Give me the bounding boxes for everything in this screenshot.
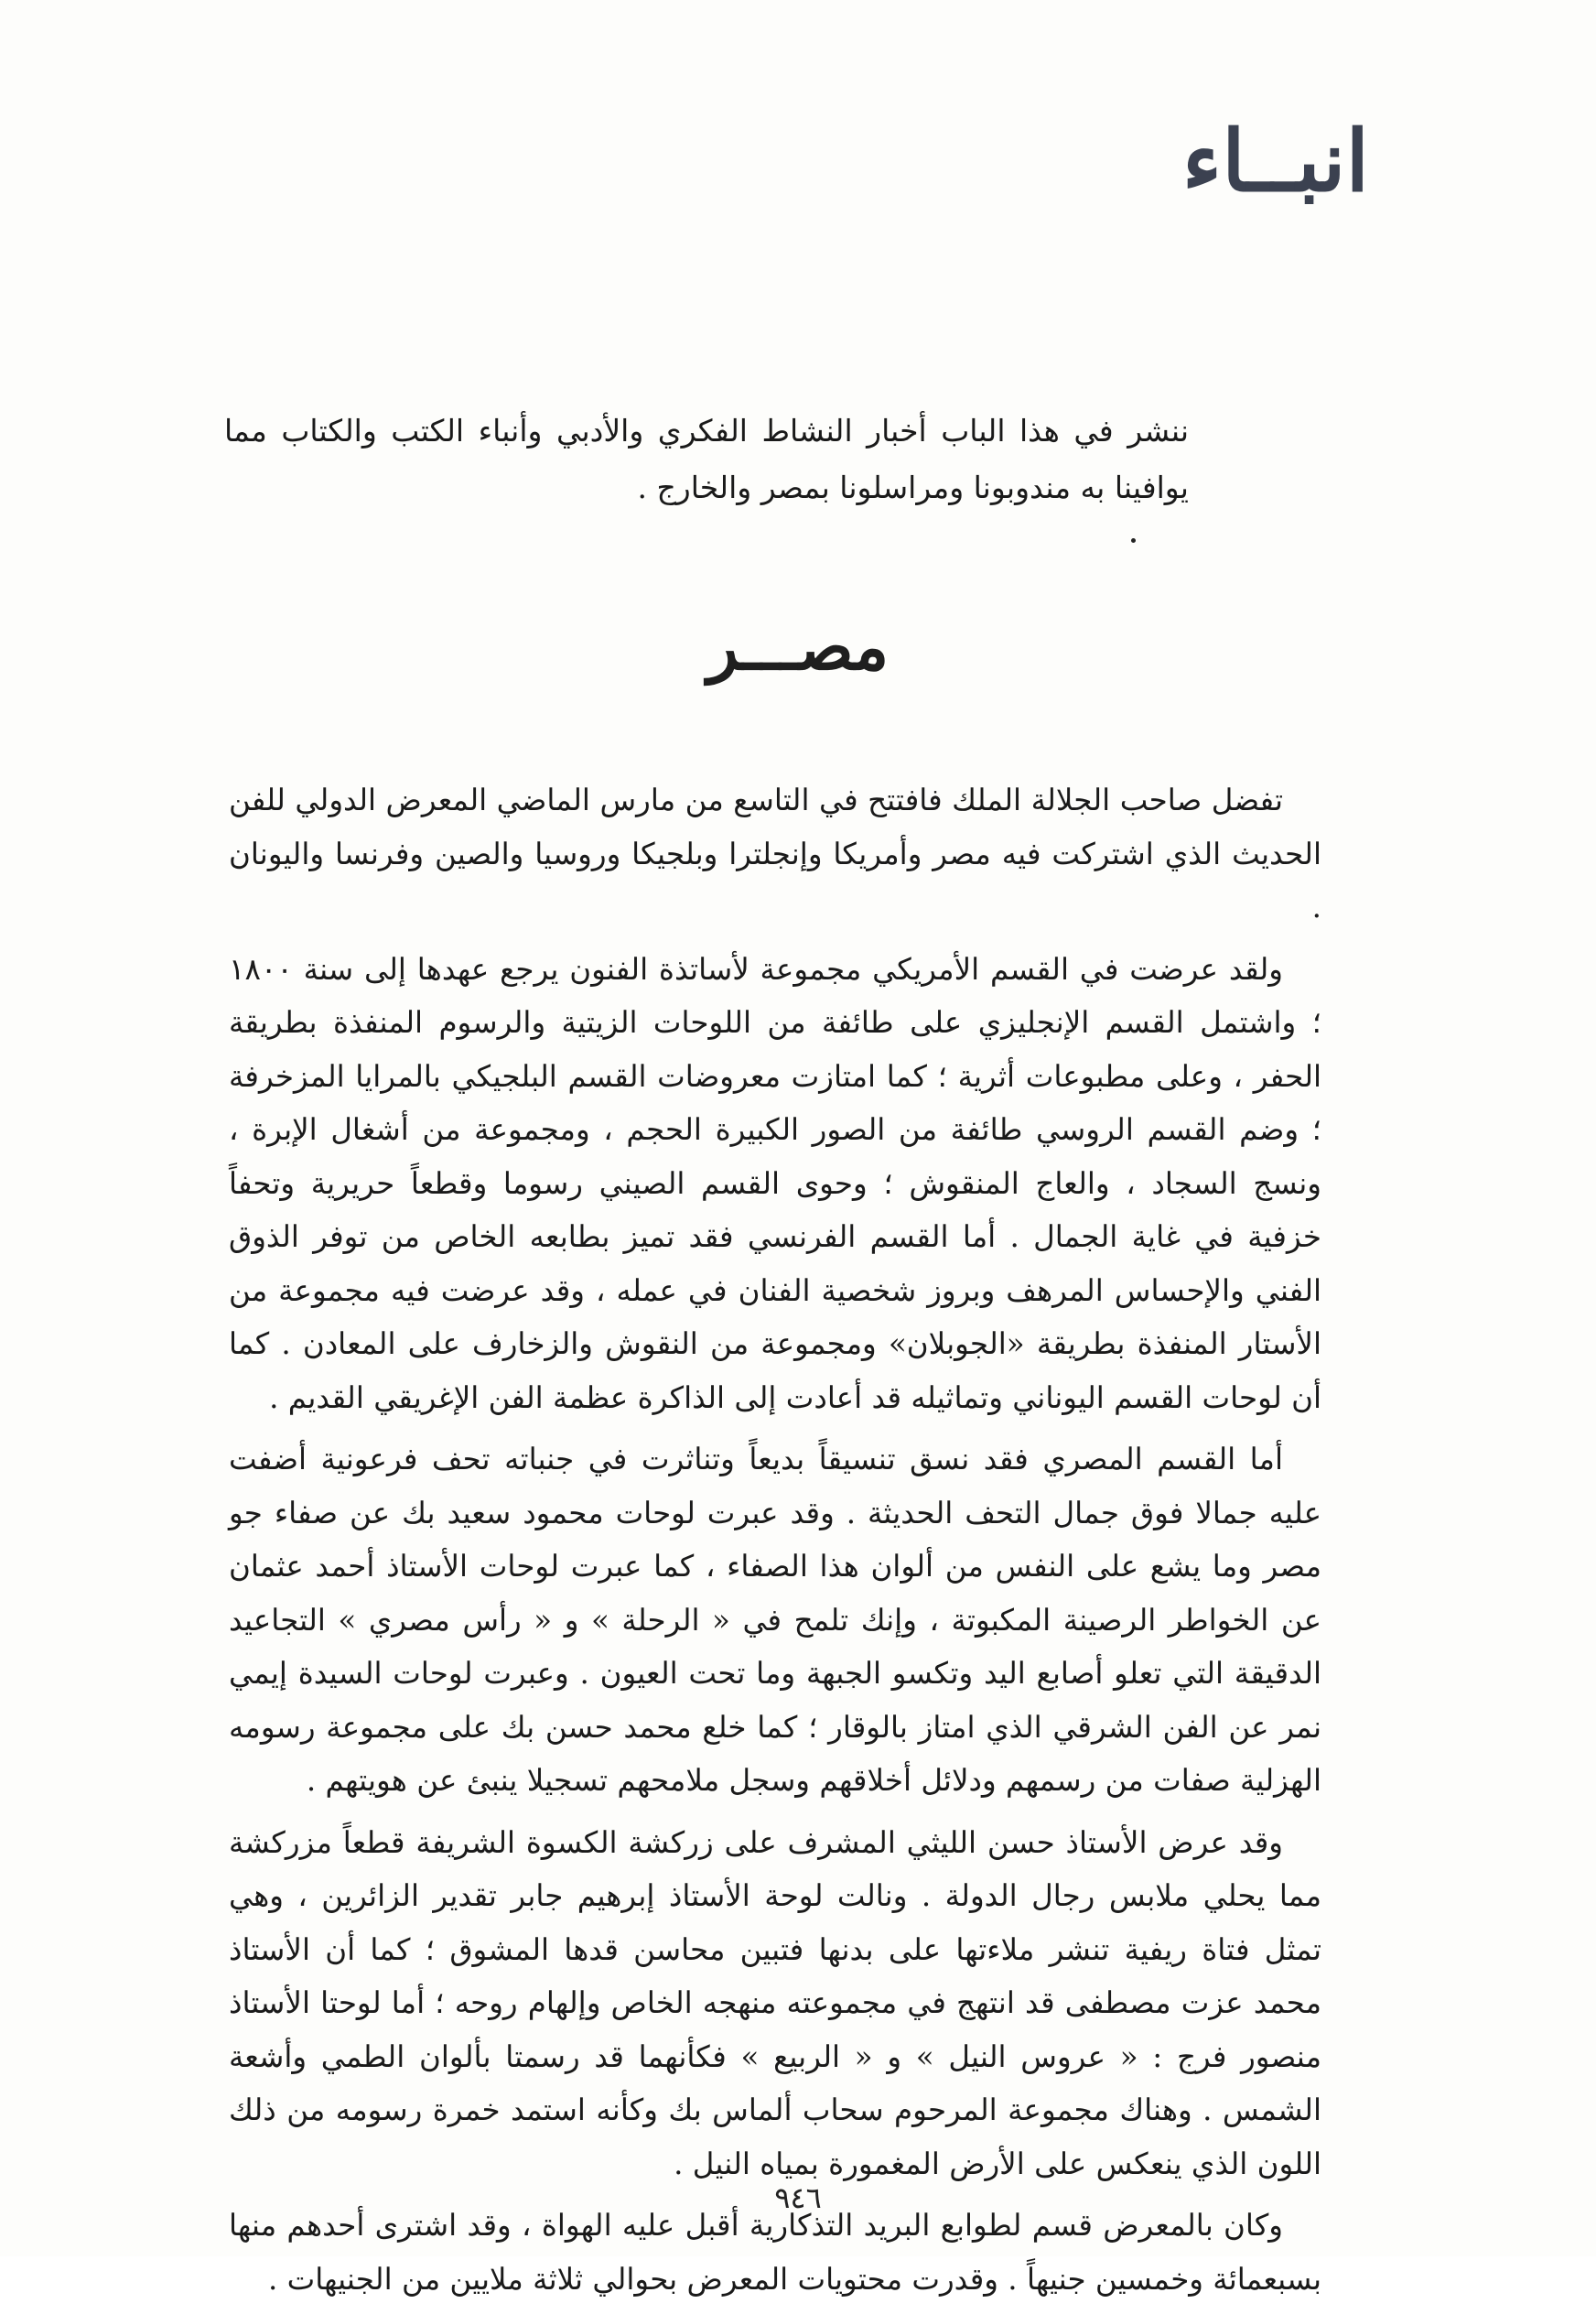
paragraph: تفضل صاحب الجلالة الملك فافتتح في التاسع من مارس الماضي المعرض الدولي للفن الحديث الذي اشتركت فيه مصر وأمريكا وإنجلترا وبلجيكا وروسيا والصين وفرنسا واليونان . <box>229 783 1321 925</box>
section-title: انبــاء <box>1181 112 1369 211</box>
paragraph: أما القسم المصري فقد نسق تنسيقاً بديعاً وتناثرت في جنباته تحف فرعونية أضفت عليه جمالا فوق جمال التحف الحديثة . وقد عبرت لوحات محمود سعيد بك عن صفاء جو مصر وما يشع على النفس من ألوان هذا الصفاء ، كما عبرت لوحات الأستاذ أحمد عثمان عن الخواطر الرصينة المكبوتة ، وإنك تلمح في « الرحلة » و « رأس مصري » التجاعيد الدقيقة التي تعلو أصابع اليد وتكسو الجبهة وما تحت العيون . وعبرت لوحات السيدة إيمي نمر عن الفن الشرقي الذي امتاز بالوقار ؛ كما خلع محمد حسن بك على مجموعة رسومه الهزلية صفات من رسمهم ودلائل أخلاقهم وسجل ملامحهم تسجيلا ينبئ عن هويتهم . <box>229 1442 1321 1798</box>
paragraph: وقد عرض الأستاذ حسن الليثي المشرف على زركشة الكسوة الشريفة قطعاً مزركشة مما يحلي ملابس رجال الدولة . ونالت لوحة الأستاذ إبرهيم جابر تقدير الزائرين ، وهي تمثل فتاة ريفية تنشر ملاءتها على بدنها فتبين محاسن قدها المشوق ؛ كما أن الأستاذ محمد عزت مصطفى قد انتهج في مجموعته منهجه الخاص وإلهام روحه ؛ أما لوحتا الأستاذ منصور فرج : « عروس النيل » و « الربيع » فكأنهما قد رسمتا بألوان الطمي وأشعة الشمس . وهناك مجموعة المرحوم سحاب ألماس بك وكأنه استمد خمرة رسومه من ذلك اللون الذي ينعكس على الأرض المغمورة بمياه النيل . <box>229 1824 1321 2181</box>
paragraph: وكان بالمعرض قسم لطوابع البريد التذكارية أقبل عليه الهواة ، وقد اشترى أحدهم منها بسبعمائة وخمسين جنيهاً . وقدرت محتويات المعرض بحوالي ثلاثة ملايين من الجنيهات . <box>229 2208 1321 2297</box>
page-number: ٩٤٦ <box>774 2180 822 2215</box>
ink-dot <box>1131 538 1136 543</box>
paragraph: ولقد عرضت في القسم الأمريكي مجموعة لأساتذة الفنون يرجع عهدها إلى سنة ١٨٠٠ ؛ واشتمل القسم الإنجليزي على طائفة من اللوحات الزيتية والرسوم المنفذة بطريقة الحفر ، وعلى مطبوعات أثرية ؛ كما امتازت معروضات القسم البلجيكي بالمرايا المزخرفة ؛ وضم القسم الروسي طائفة من الصور الكبيرة الحجم ، ومجموعة من أشغال الإبرة ، ونسج السجاد ، والعاج المنقوش ؛ وحوى القسم الصيني رسوما وقطعاً حريرية وتحفاً خزفية في غاية الجمال . أما القسم الفرنسي فقد تميز بطابعه الخاص من توفر الذوق الفني والإحساس المرهف وبروز شخصية الفنان في عمله ، وقد عرضت فيه مجموعة من الأستار المنفذة بطريقة «الجوبلان» ومجموعة من النقوش والزخارف على المعادن . كما أن لوحات القسم اليوناني وتماثيله قد أعادت إلى الذاكرة عظمة الفن الإغريقي القديم . <box>229 951 1321 1415</box>
country-heading: مصـــر <box>706 609 890 685</box>
section-intro: ننشر في هذا الباب أخبار النشاط الفكري والأدبي وأنباء الكتب والكتاب مما يوافينا به مندوبونا ومراسلونا بمصر والخارج . <box>224 413 1189 505</box>
article-body <box>229 773 1321 2314</box>
